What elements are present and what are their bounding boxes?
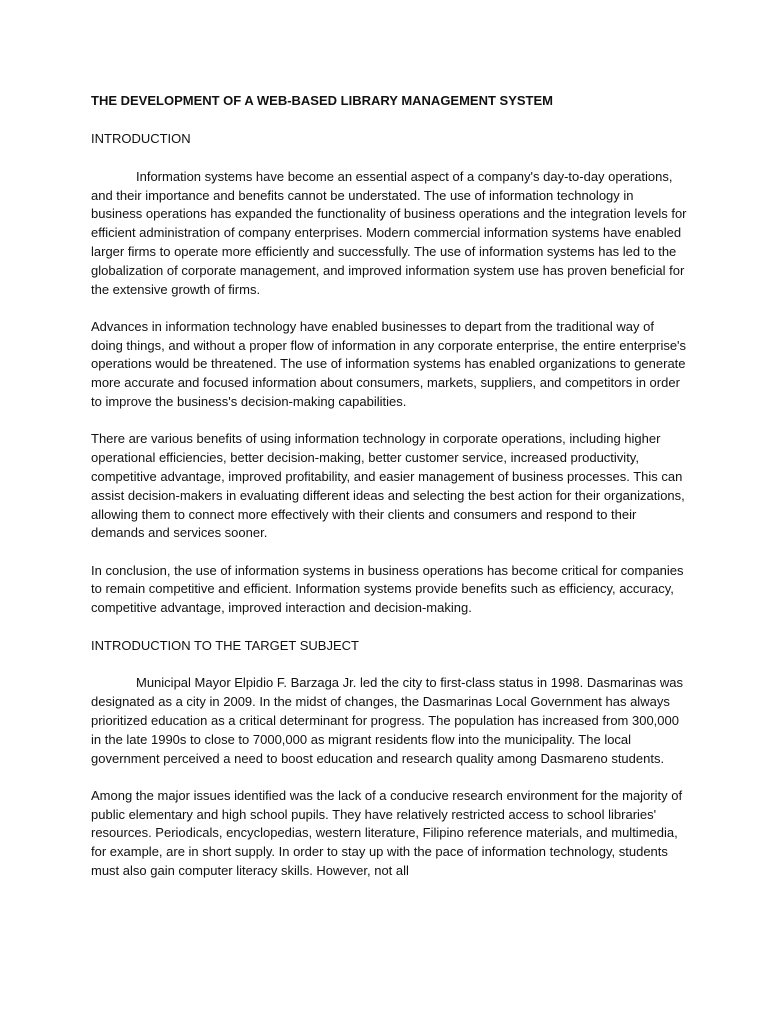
paragraph: Advances in information technology have enabled businesses to depart from the traditional way of doing things, and without a proper flow of information in any corporate enterprise, the entire enterprise's operations would be threatened. The use of information systems has enabled organizations to generate more accurate and focused information about consumers, markets, suppliers, and competitors in order to improve the business's decision-making capabilities.	[91, 318, 687, 410]
document-title: THE DEVELOPMENT OF A WEB-BASED LIBRARY MANAGEMENT SYSTEM	[91, 93, 553, 108]
paragraph: Among the major issues identified was the lack of a conducive research environment for the majority of public elementary and high school pupils. They have relatively restricted access to school libraries' resources. Periodicals, encyclopedias, western literature, Filipino reference materials, and multimedia, for example, are in short supply. In order to stay up with the pace of information technology, students must also gain computer literacy skills. However, not all	[91, 787, 683, 878]
paragraph: There are various benefits of using information technology in corporate operations, including higher operational efficiencies, better decision-making, better customer service, increased productivity, competitive advantage, improved profitability, and easier management of business processes. This can assist decision-makers in evaluating different ideas and selecting the best action for their organizations, allowing them to connect more effectively with their clients and consumers and respond to their demands and services sooner.	[91, 431, 685, 541]
section-heading-introduction: INTRODUCTION	[91, 131, 191, 146]
paragraph: Information systems have become an essential aspect of a company's day-to-day operations, and their importance and benefits cannot be understated. The use of information technology in business operations has expanded the functionality of business operations and the integration levels for efficient administration of company enterprises. Modern commercial information systems have enabled larger firms to operate more efficiently and successfully. The use of information systems has led to the globalization of corporate management, and improved information system use has proven beneficial for the extensive growth of firms.	[91, 168, 687, 297]
section-heading-target-subject: INTRODUCTION TO THE TARGET SUBJECT	[91, 637, 359, 653]
paragraph: In conclusion, the use of information systems in business operations has become critical for companies to remain competitive and efficient. Information systems provide benefits such as efficiency, accuracy, competitive advantage, improved interaction and decision-making.	[91, 562, 684, 616]
paragraph: Municipal Mayor Elpidio F. Barzaga Jr. led the city to first-class status in 1998. Dasmarinas was designated as a city in 2009. In the midst of changes, the Dasmarinas Local Government has always prioritized education as a critical determinant for progress. The population has increased from 300,000 in the late 1990s to close to 7000,000 as migrant residents flow into the municipality. The local government perceived a need to boost education and research quality among Dasmareno students.	[91, 675, 683, 766]
document-body	[91, 92, 687, 899]
